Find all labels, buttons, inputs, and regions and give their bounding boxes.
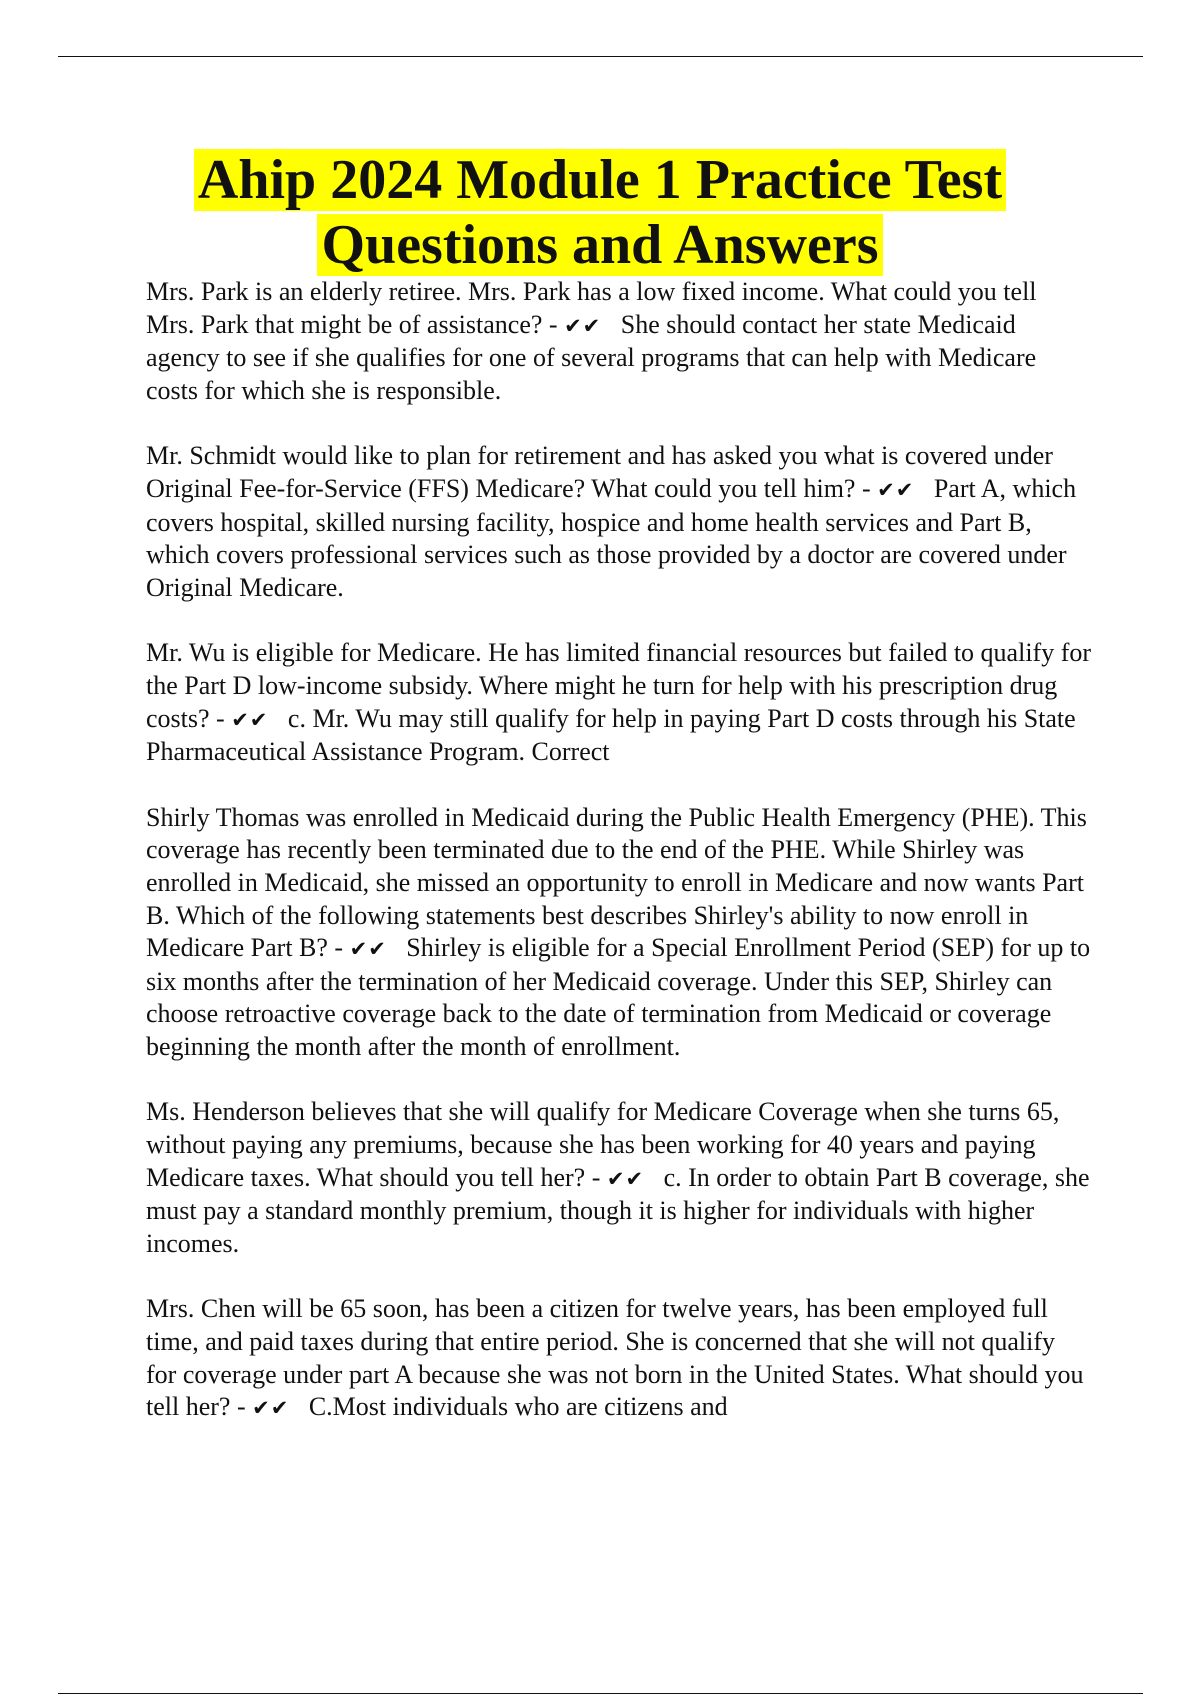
title-line-2: Questions and Answers: [317, 214, 882, 276]
check-icon: ✔✔: [349, 937, 387, 962]
question-text: Ms. Henderson believes that she will qualify for Medicare Coverage when she turns 65, without paying any premiums, because she has been working for 40 years and paying Medicare taxes. What should you tell her? -: [146, 1097, 1060, 1192]
page-title: [80, 148, 1120, 278]
qa-item: [146, 440, 1091, 604]
answer-text: She should contact her state Medicaid agency to see if she qualifies for one of several programs that can help with Medicare costs for which she is responsible.: [146, 309, 1037, 405]
qa-item: [146, 1293, 1091, 1424]
qa-item: [146, 802, 1091, 1064]
answer-text: c. Mr. Wu may still qualify for help in paying Part D costs through his State Pharmaceutical Assistance Program. Correct: [146, 703, 1076, 767]
qa-list: [146, 276, 1091, 1458]
question-text: Mrs. Chen will be 65 soon, has been a citizen for twelve years, has been employed full time, and paid taxes during that entire period. She is concerned that she will not qualify for coverage under part A because she was not born in the United States. What should you tell her? -: [146, 1294, 1084, 1422]
check-icon: ✔✔: [606, 1166, 645, 1191]
title-line-1: Ahip 2024 Module 1 Practice Test: [194, 149, 1006, 211]
question-text: Mrs. Park is an elderly retiree. Mrs. Park has a low fixed income. What could you tell Mrs. Park that might be of assistance? -: [146, 277, 1037, 339]
footer-rule: [58, 1693, 1143, 1694]
check-icon: ✔✔: [231, 707, 269, 732]
header-rule: [58, 56, 1143, 57]
qa-item: [146, 276, 1091, 407]
answer-text: C.Most individuals who are citizens and: [308, 1392, 728, 1422]
qa-item: [146, 637, 1091, 768]
answer-text: Part A, which covers hospital, skilled nursing facility, hospice and home health services and Part B, which covers professional services such as those provided by a doctor are covered under Original Medicare.: [146, 473, 1077, 602]
check-icon: ✔✔: [877, 477, 915, 502]
check-icon: ✔✔: [252, 1396, 290, 1421]
answer-text: Shirley is eligible for a Special Enrollment Period (SEP) for up to six months after the termination of her Medicaid coverage. Under this SEP, Shirley can choose retroactive coverage back to the date of termination from Medicaid or coverage beginning the month after the month of enrollment.: [146, 933, 1091, 1061]
question-text: Mr. Schmidt would like to plan for retirement and has asked you what is covered under Original Fee-for-Service (FFS) Medicare? What could you tell him? -: [146, 441, 1053, 503]
check-icon: ✔✔: [564, 313, 602, 338]
answer-text: c. In order to obtain Part B coverage, she must pay a standard monthly premium, though it is higher for individuals with higher incomes.: [146, 1162, 1090, 1258]
question-text: Mr. Wu is eligible for Medicare. He has limited financial resources but failed to qualify for the Part D low-income subsidy. Where might he turn for help with his prescription drug costs? -: [146, 638, 1092, 733]
qa-item: [146, 1096, 1091, 1260]
question-text: Shirly Thomas was enrolled in Medicaid during the Public Health Emergency (PHE). This coverage has recently been terminated due to the end of the PHE. While Shirley was enrolled in Medicaid, she missed an opportunity to enroll in Medicare and now wants Part B. Which of the following statements best describes Shirley's ability to now enroll in Medicare Part B? -: [146, 802, 1087, 963]
